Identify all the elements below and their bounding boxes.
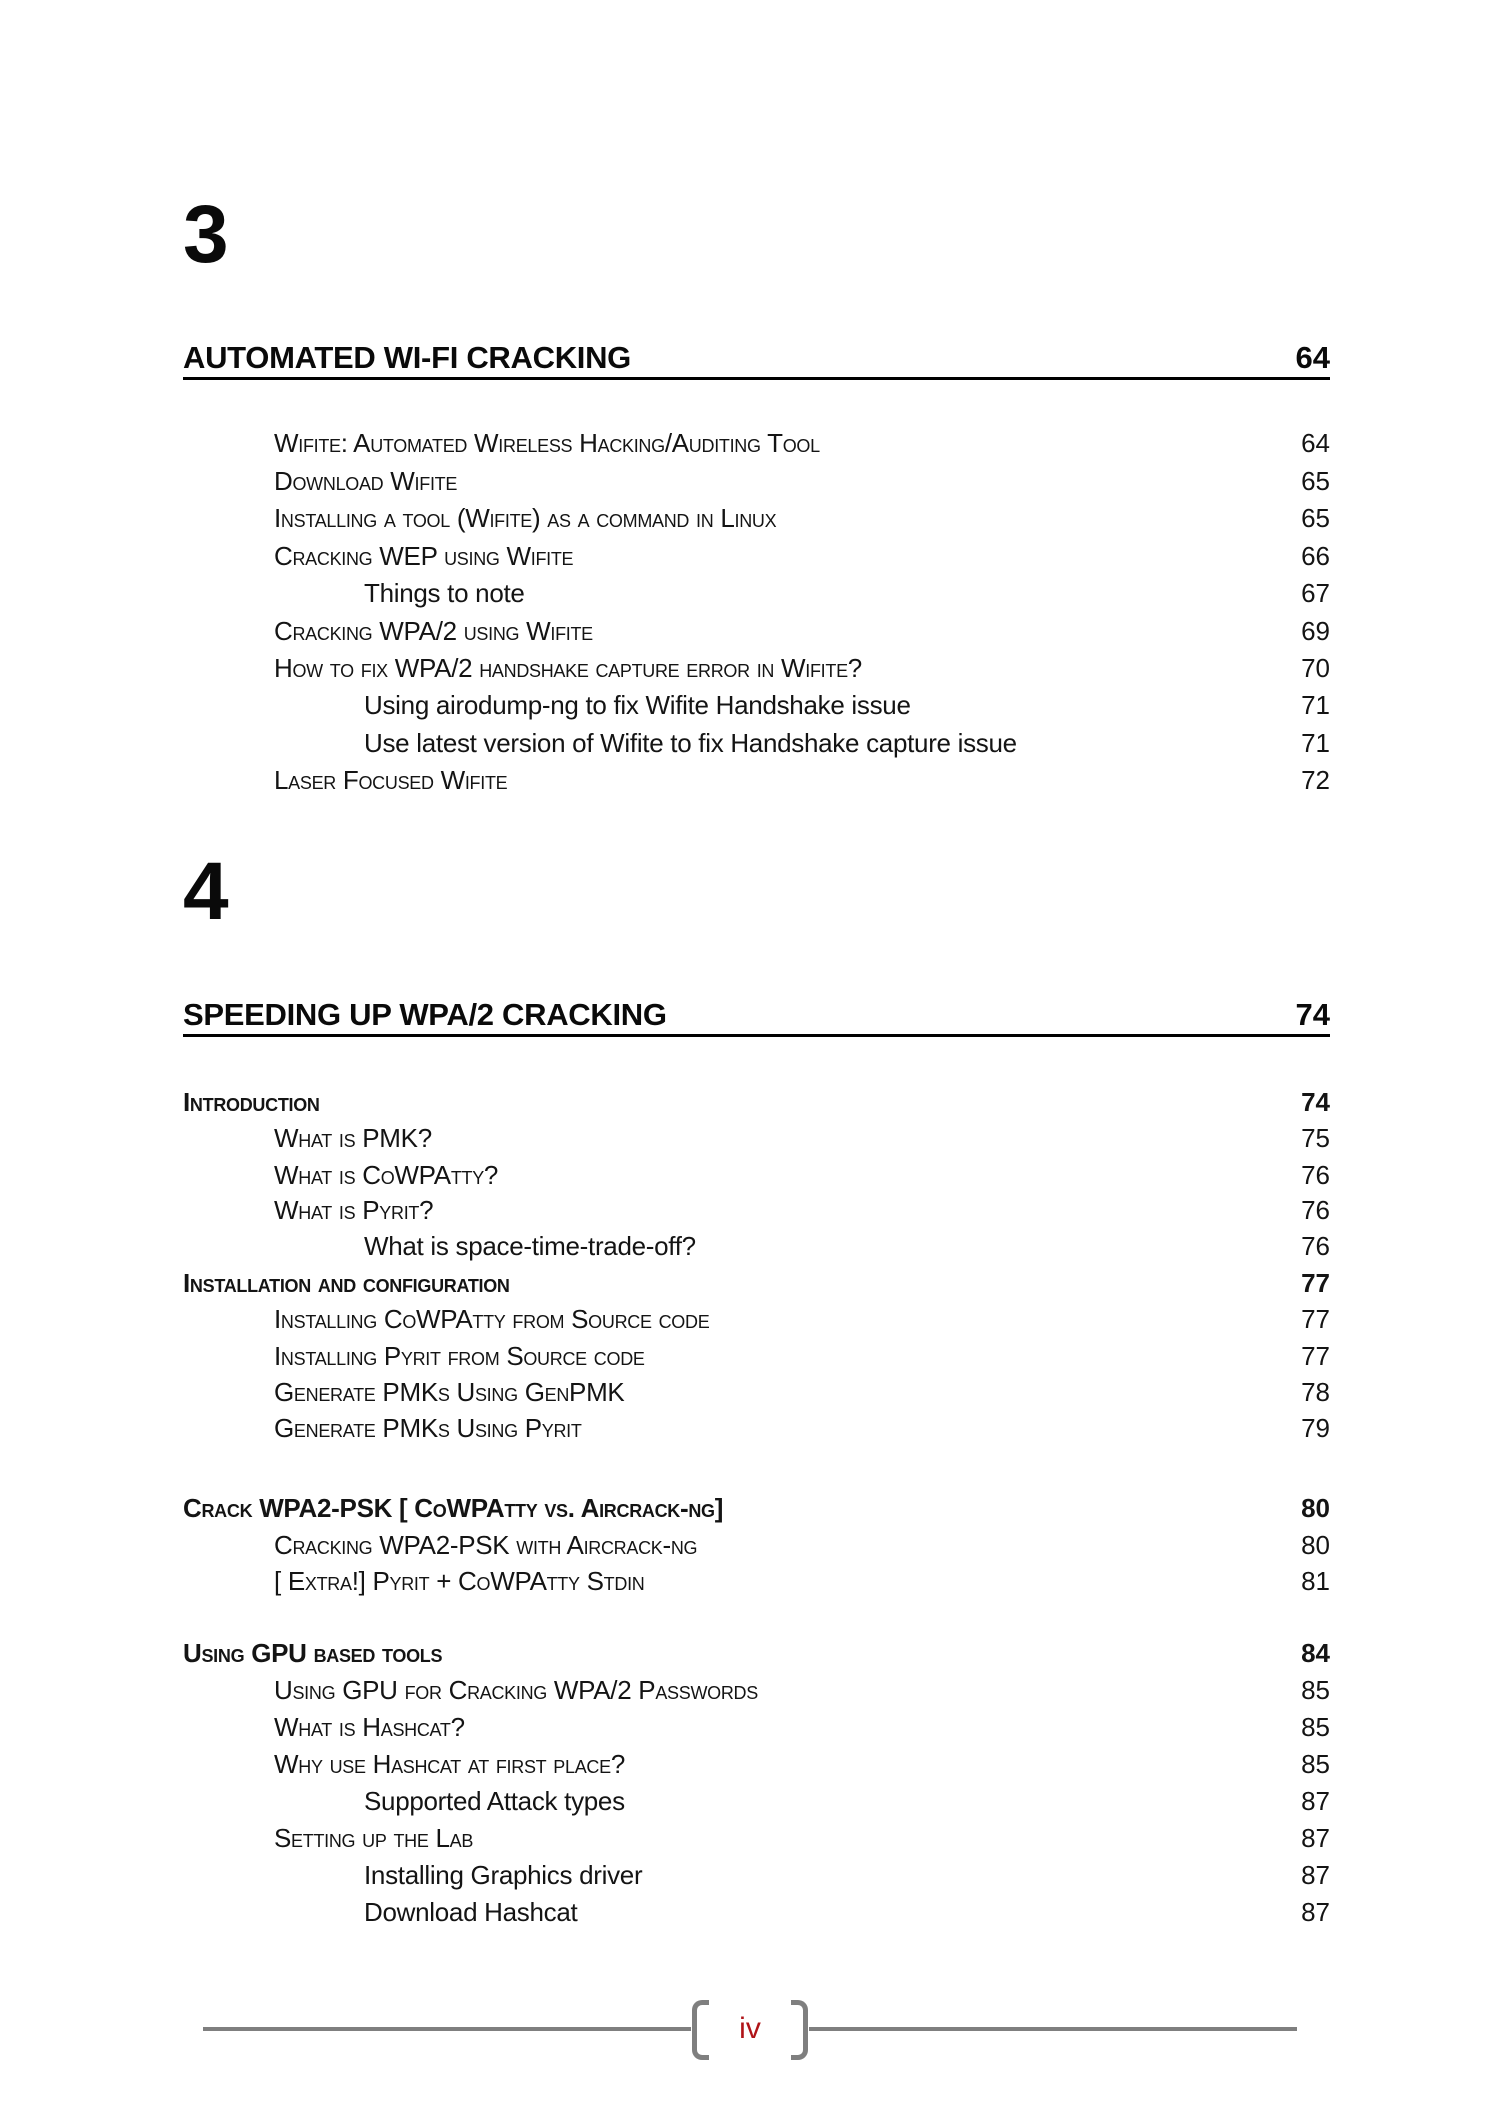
- toc-entry-label: Use latest version of Wifite to fix Handshake capture issue: [364, 728, 1017, 758]
- toc-entry-label: [ Extra!] Pyrit + CoWPAtty Stdin: [274, 1566, 645, 1596]
- toc-entry-page: 76: [1301, 1195, 1330, 1225]
- toc-entry-page: 65: [1301, 503, 1330, 533]
- toc-entry-page: 76: [1301, 1160, 1330, 1190]
- toc-entry: [183, 1674, 1330, 1706]
- toc-entry-label: Installing CoWPAtty from Source code: [274, 1304, 710, 1334]
- toc-entry-label: Things to note: [364, 578, 525, 608]
- toc-entry-page: 80: [1301, 1493, 1330, 1523]
- toc-entry-label: Supported Attack types: [364, 1786, 625, 1816]
- toc-entry: [183, 652, 1330, 684]
- toc-entry: [183, 1529, 1330, 1561]
- toc-entry-label: Using GPU based tools: [183, 1638, 443, 1668]
- toc-entry: [183, 1748, 1330, 1780]
- toc-entry-page: 84: [1301, 1638, 1330, 1668]
- toc-entry: [183, 1859, 1330, 1891]
- toc-entry-page: 81: [1301, 1566, 1330, 1596]
- toc-entry: [183, 540, 1330, 572]
- toc-entry-page: 85: [1301, 1712, 1330, 1742]
- toc-entry-label: Installation and configuration: [183, 1268, 510, 1298]
- toc-entry-label: What is PMK?: [274, 1123, 432, 1153]
- toc-entry-page: 77: [1301, 1268, 1330, 1298]
- toc-entry: [183, 1267, 1330, 1299]
- toc-entry-label: Introduction: [183, 1087, 320, 1117]
- toc-entry: [183, 1412, 1330, 1444]
- toc-entry-label: Using GPU for Cracking WPA/2 Passwords: [274, 1675, 758, 1705]
- chapter-page-number: 64: [1295, 340, 1330, 375]
- toc-entry: [183, 1122, 1330, 1154]
- toc-entry-page: 66: [1301, 541, 1330, 571]
- toc-entry: [183, 1159, 1330, 1191]
- toc-entry: [183, 1303, 1330, 1335]
- toc-entry-page: 74: [1301, 1087, 1330, 1117]
- toc-entry-page: 65: [1301, 466, 1330, 496]
- toc-entry: [183, 1376, 1330, 1408]
- toc-entry-label: Using airodump-ng to fix Wifite Handshake issue: [364, 690, 911, 720]
- toc-entry-label: Setting up the Lab: [274, 1823, 474, 1853]
- toc-entry-page: 71: [1301, 690, 1330, 720]
- toc-entry-label: Cracking WPA2-PSK with Aircrack-ng: [274, 1530, 698, 1560]
- toc-entry-page: 76: [1301, 1231, 1330, 1261]
- toc-entry-page: 87: [1301, 1860, 1330, 1890]
- toc-entry-page: 72: [1301, 765, 1330, 795]
- footer-rule-right: [809, 2027, 1297, 2031]
- toc-entry: [183, 1822, 1330, 1854]
- toc-entry-page: 79: [1301, 1413, 1330, 1443]
- toc-entry-page: 85: [1301, 1675, 1330, 1705]
- chapter-page-number: 74: [1295, 997, 1330, 1032]
- toc-entry-label: Installing Pyrit from Source code: [274, 1341, 645, 1371]
- chapter-number: 3: [183, 189, 228, 280]
- footer-page-number: iv: [739, 2012, 761, 2045]
- toc-entry-label: How to fix WPA/2 handshake capture error in Wifite?: [274, 653, 862, 683]
- toc-entry-label: Generate PMKs Using Pyrit: [274, 1413, 582, 1443]
- toc-entry: [183, 1230, 1330, 1262]
- toc-entry: [183, 1492, 1330, 1524]
- toc-entry-page: 67: [1301, 578, 1330, 608]
- toc-entry-page: 78: [1301, 1377, 1330, 1407]
- toc-entry-label: What is Hashcat?: [274, 1712, 465, 1742]
- toc-entry-label: What is Pyrit?: [274, 1195, 434, 1225]
- toc-entry-page: 87: [1301, 1823, 1330, 1853]
- chapter-number: 4: [183, 846, 228, 937]
- toc-entry-label: What is CoWPAtty?: [274, 1160, 499, 1190]
- toc-entry-label: Installing Graphics driver: [364, 1860, 643, 1890]
- chapter-heading: [183, 339, 1330, 380]
- toc-entry-page: 71: [1301, 728, 1330, 758]
- toc-entry: [183, 1896, 1330, 1928]
- toc-entry-label: Why use Hashcat at first place?: [274, 1749, 625, 1779]
- toc-entry-label: Installing a tool (Wifite) as a command in Linux: [274, 503, 777, 533]
- toc-entry: [183, 1637, 1330, 1669]
- toc-entry: [183, 727, 1330, 759]
- toc-entry: [183, 427, 1330, 459]
- toc-entry-page: 87: [1301, 1786, 1330, 1816]
- toc-entry-page: 85: [1301, 1749, 1330, 1779]
- toc-entry: [183, 1340, 1330, 1372]
- toc-entry: [183, 689, 1330, 721]
- toc-entry-page: 75: [1301, 1123, 1330, 1153]
- toc-entry-page: 77: [1301, 1341, 1330, 1371]
- toc-entry-label: Laser Focused Wifite: [274, 765, 508, 795]
- toc-entry-page: 70: [1301, 653, 1330, 683]
- chapter-heading: [183, 996, 1330, 1037]
- toc-entry-label: Download Wifite: [274, 466, 458, 496]
- toc-entry: [183, 1565, 1330, 1597]
- toc-entry-label: Generate PMKs Using GenPMK: [274, 1377, 625, 1407]
- toc-entry: [183, 502, 1330, 534]
- toc-entry-page: 80: [1301, 1530, 1330, 1560]
- toc-entry: [183, 577, 1330, 609]
- toc-entry-label: Cracking WEP using Wifite: [274, 541, 574, 571]
- toc-entry: [183, 1711, 1330, 1743]
- toc-entry: [183, 1785, 1330, 1817]
- toc-entry-page: 87: [1301, 1897, 1330, 1927]
- toc-entry-page: 69: [1301, 616, 1330, 646]
- toc-entry: [183, 1086, 1330, 1118]
- toc-entry: [183, 465, 1330, 497]
- toc-entry-label: Cracking WPA/2 using Wifite: [274, 616, 593, 646]
- chapter-title: AUTOMATED WI-FI CRACKING: [183, 340, 631, 375]
- toc-entry-label: Crack WPA2-PSK [ CoWPAtty vs. Aircrack-ng]: [183, 1493, 724, 1523]
- toc-entry: [183, 615, 1330, 647]
- toc-entry-page: 64: [1301, 428, 1330, 458]
- toc-entry-page: 77: [1301, 1304, 1330, 1334]
- toc-entry-label: What is space-time-trade-off?: [364, 1231, 696, 1261]
- chapter-title: SPEEDING UP WPA/2 CRACKING: [183, 997, 667, 1032]
- toc-entry: [183, 764, 1330, 796]
- toc-entry: [183, 1194, 1330, 1226]
- footer-rule-left: [203, 2027, 691, 2031]
- toc-entry-label: Download Hashcat: [364, 1897, 578, 1927]
- toc-entry-label: Wifite: Automated Wireless Hacking/Auditing Tool: [274, 428, 820, 458]
